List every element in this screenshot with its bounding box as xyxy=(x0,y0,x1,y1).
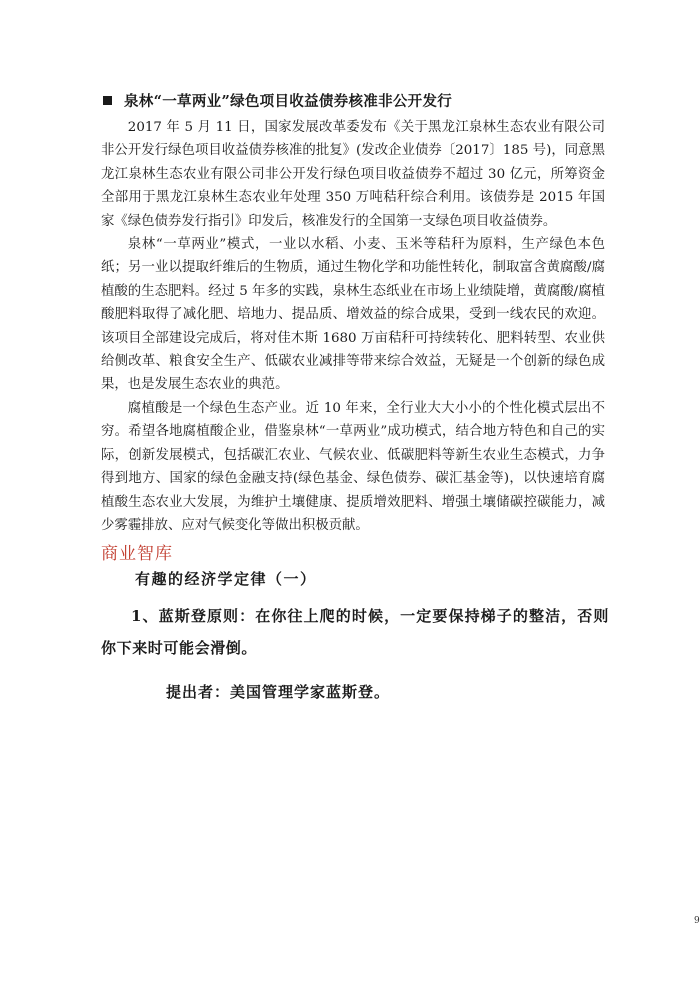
article-paragraph-3: 腐植酸是一个绿色生态产业。近 10 年来，全行业大大小小的个性化模式层出不穷。希望各地腐植酸企业，借鉴泉林“一草两业”成功模式，结合地方特色和自己的实际，创新发展模式，包括碳汇农业、气候农业、低碳肥料等新生农业生态模式，力争得到地方、国家的绿色金融支持(绿色基金、绿色债券、碳汇基金等)，以快速培育腐植酸生态农业大发展，为维护土壤健康、提质增效肥料、增强土壤储碳控碳能力，减少雾霾排放、应对气候变化等做出积极贡献。 xyxy=(101,400,605,533)
article-body xyxy=(101,116,605,537)
article-heading-text: 泉林“一草两业”绿色项目收益债券核准非公开发行 xyxy=(124,93,453,110)
square-bullet-icon xyxy=(103,96,112,105)
page-number: 9 xyxy=(694,916,700,926)
proposer-line: 提出者：美国管理学家蓝斯登。 xyxy=(166,683,391,701)
rule-text: 1、蓝斯登原则：在你往上爬的时候，一定要保持梯子的整洁，否则你下来时可能会滑倒。 xyxy=(101,607,609,657)
article-paragraph-2: 泉林“一草两业”模式，一业以水稻、小麦、玉米等秸秆为原料，生产绿色本色纸；另一业以提取纤维后的生物质，通过生物化学和功能性转化，制取富含黄腐酸/腐植酸的生态肥料。经过 5 年多的实践，泉林生态纸业在市场上业绩陡增，黄腐酸/腐植酸肥料取得了减化肥、培地力、提品质、增效益的综合成果，受到一线农民的欢迎。该项目全部建设完成后，将对佳木斯 1680 万亩秸秆可持续转化、肥料转型、农业供给侧改革、粮食安全生产、低碳农业减排等带来综合效益，无疑是一个创新的绿色成果，也是发展生态农业的典范。 xyxy=(101,237,605,393)
section-title: 商业智库 xyxy=(101,544,173,564)
section-subtitle: 有趣的经济学定律（一） xyxy=(135,570,317,588)
article-paragraph-1: 2017 年 5 月 11 日，国家发展改革委发布《关于黑龙江泉林生态农业有限公司非公开发行绿色项目收益债券核准的批复》(发改企业债券〔2017〕185 号)，同意黑龙江泉林生态农业有限公司非公开发行绿色项目收益债券不超过 30 亿元，所筹资金全部用于黑龙江泉林生态农业年处理 350 万吨秸秆综合利用。该债券是 2015 年国家《绿色债券发行指引》印发后，核准发行的全国第一支绿色项目收益债券。 xyxy=(101,120,605,229)
article-heading xyxy=(101,90,452,111)
